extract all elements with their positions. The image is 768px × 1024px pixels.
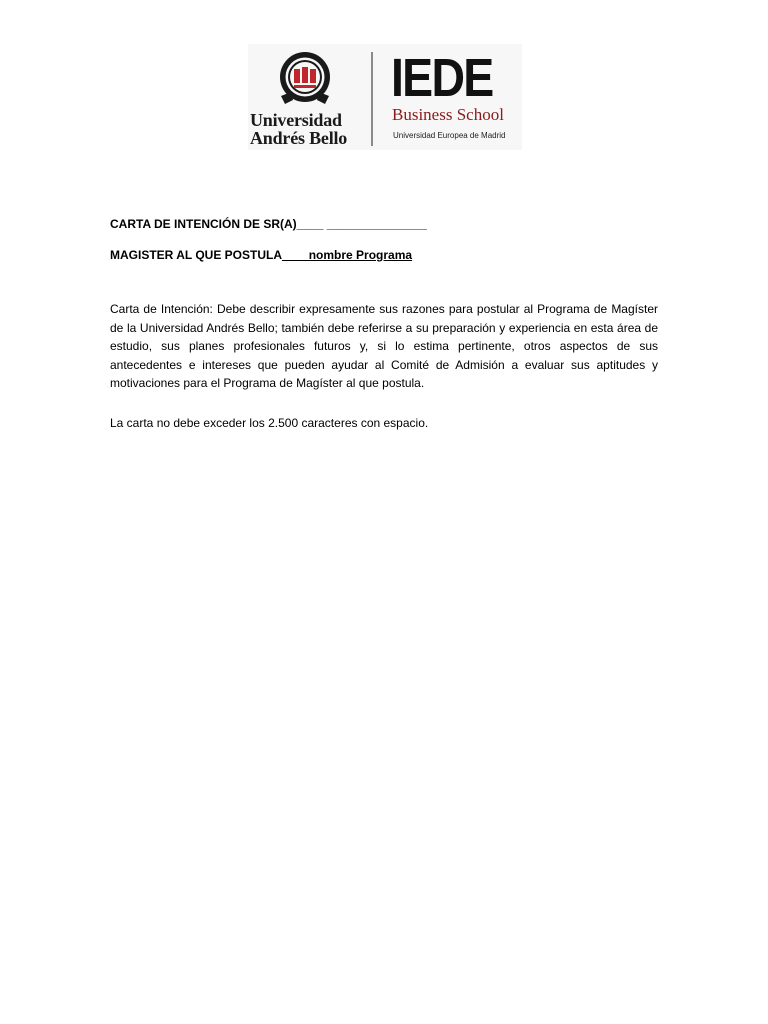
program-name-blank: ____nombre Programa: [282, 248, 413, 262]
iede-wordmark: IEDE: [391, 48, 493, 108]
unab-seal-logo: [277, 50, 333, 110]
program-line: [110, 247, 412, 263]
iede-affiliation: Universidad Europea de Madrid: [393, 131, 506, 140]
length-note-paragraph: La carta no debe exceder los 2.500 caracteres con espacio.: [110, 416, 429, 430]
applicant-name-blank: ____ _______________: [296, 217, 427, 231]
unab-wordmark-line2: Andrés Bello: [250, 128, 348, 148]
logo-divider: [371, 52, 373, 146]
unab-wordmark-line1: Universidad: [250, 110, 342, 130]
iede-business-school: Business School: [392, 105, 504, 124]
instructions-paragraph: Carta de Intención: Debe describir expresamente sus razones para postular al Programa de Magíster de la Universidad Andrés Bello; también debe referirse a su preparación y experiencia en esta área de estudio, sus planes profesionales futuros y, si lo estima pertinente, otros aspectos de sus antecedentes e intereses que pueden ayudar al Comité de Admisión a evaluar sus aptitudes y motivaciones para el Programa de Magíster al que postula.: [110, 302, 658, 390]
program-label: MAGISTER AL QUE POSTULA: [110, 248, 283, 262]
unab-wordmark: [250, 111, 360, 147]
letter-title-label: CARTA DE INTENCIÓN DE SR(A): [110, 217, 297, 231]
letter-title-line: [110, 216, 427, 232]
